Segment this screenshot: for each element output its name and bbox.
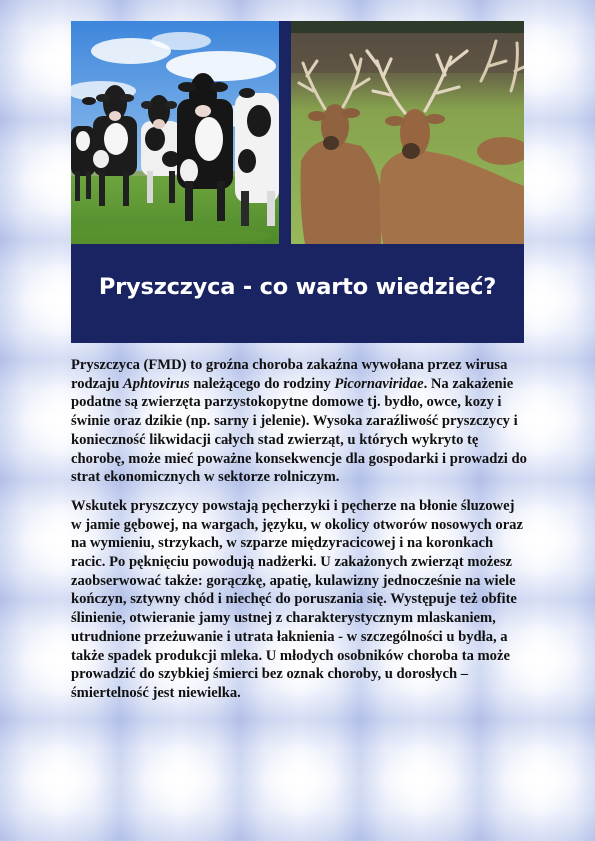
hero-banner xyxy=(71,21,524,343)
virus-genus: Aphtovirus xyxy=(123,375,190,392)
virus-family: Picornaviridae xyxy=(334,375,424,392)
page-title: Pryszczyca - co warto wiedzieć? xyxy=(98,273,497,300)
cows-photo xyxy=(71,21,279,244)
article-body xyxy=(71,356,527,713)
intro-paragraph: Pryszczyca (FMD) to groźna choroba zakaźna wywołana przez wirusa rodzaju Aphtovirus należącego do rodziny Picornaviridae. Na zakażenie podatne są zwierzęta parzystokopytne domowe tj. bydło, owce, kozy i świnie oraz dzikie (np. sarny i jelenie). Wysoka zaraźliwość pryszczycy i konieczność likwidacji całych stad zwierząt, u których wykryto tę chorobę, może mieć poważne konsekwencje dla gospodarki i prowadzi do strat ekonomicznych w sektorze rolniczym. xyxy=(71,357,527,486)
deer-photo xyxy=(291,21,524,244)
symptoms-paragraph: Wskutek pryszczycy powstają pęcherzyki i pęcherze na błonie śluzowej w jamie gębowej, na wargach, języku, w okolicy otworów nosowych oraz na wymieniu, strzykach, w szparze międzyracicowej i na koronkach racic. Po pęknięciu powodują nadżerki. U zakażonych zwierząt możesz zaobserwować także: gorączkę, apatię, kulawizny jednocześnie na wiele kończyn, sztywny chód i niechęć do poruszania się. Występuje też obfite ślinienie, otwieranie jamy ustnej z charakterystycznym mlaskaniem, utrudnione przeżuwanie i utrata łaknienia - w szczególności u bydła, a także spadek produkcji mleka. U młodych osobników choroba ta może prowadzić do szybkiej śmierci bez oznak choroby, u dorosłych – śmiertelność jest niewielka. xyxy=(71,497,523,701)
